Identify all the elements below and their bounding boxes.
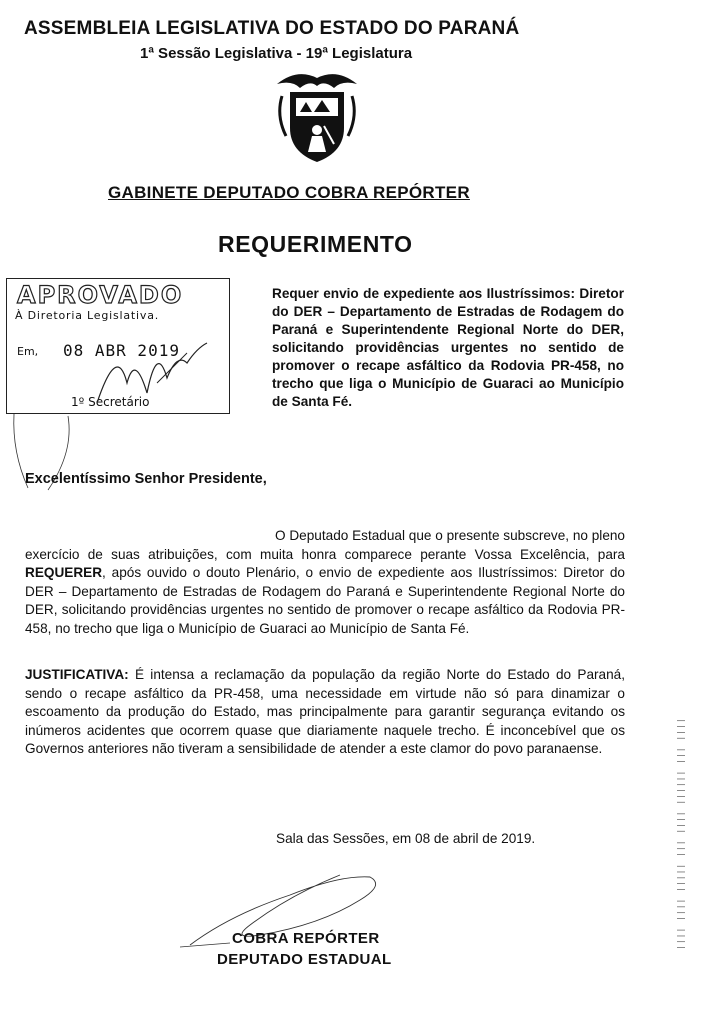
p1-bold-verb: REQUERER xyxy=(25,565,103,580)
cabinet-heading: GABINETE DEPUTADO COBRA REPÓRTER xyxy=(108,183,470,202)
body-paragraph-1 xyxy=(25,527,625,638)
assembly-title: ASSEMBLEIA LEGISLATIVA DO ESTADO DO PARANÁ xyxy=(24,18,520,39)
salutation: Excelentíssimo Senhor Presidente, xyxy=(25,471,267,487)
justification-text: É intensa a reclamação da população da região Norte do Estado do Paraná, sendo o recape asfáltico da PR-458, uma necessidade em virtude não só para dinamizar o escoamento da produção do Estado, mas principalmente para garantir segurança evitando os inúmeros acidentes que ocorrem quase que diariamente naquele trecho. É inconcebível que os Governos anteriores não tiveram a sensibilidade de atender a este clamor do povo paranaense. xyxy=(25,667,625,756)
place-and-date: Sala das Sessões, em 08 de abril de 2019. xyxy=(276,831,536,846)
p1-text-before: O Deputado Estadual que o presente subscreve, no pleno exercício de suas atribuições, com muita honra comparece perante Vossa Excelência, para xyxy=(25,528,625,562)
stamp-em-label: Em, xyxy=(17,345,39,358)
justification-label: JUSTIFICATIVA: xyxy=(25,667,129,682)
signatory-role: DEPUTADO ESTADUAL xyxy=(217,951,392,968)
margin-protocol-text-icon: |||| |||| ||||| ||| |||| |||||| ||| |||| xyxy=(676,717,685,950)
stamp-date: 08 ABR 2019 xyxy=(63,341,180,360)
justification-paragraph xyxy=(25,666,625,759)
approval-stamp xyxy=(6,278,230,414)
session-subtitle: 1ª Sessão Legislativa - 19ª Legislatura xyxy=(140,45,413,62)
stamp-signature-scribble-icon xyxy=(87,323,217,409)
p1-text-after: , após ouvido o douto Plenário, o envio de expediente aos Ilustríssimos: Diretor do DER – Departamento de Estradas de Rodagem do Paraná e Superintendente Regional Norte do DER, solicitando providências urgentes no sentido de promover o recape asfáltico da Rodovia PR-458, no trecho que liga o Município de Guaraci ao Município de Santa Fé. xyxy=(25,565,625,636)
margin-protocol-stamp xyxy=(662,620,692,950)
stamp-subtitle: À Diretoria Legislativa. xyxy=(15,309,160,322)
signatory-name: COBRA REPÓRTER xyxy=(232,930,380,947)
request-summary: Requer envio de expediente aos Ilustríssimos: Diretor do DER – Departamento de Estradas de Rodagem do Paraná e Superintendente Regional Norte do DER, solicitando providências urgentes no sentido de promover o recape asfáltico da Rodovia PR-458, no trecho que liga o Município de Guaraci ao Município de Santa Fé. xyxy=(272,286,624,409)
document-type-heading: REQUERIMENTO xyxy=(218,231,413,257)
stamp-title: APROVADO xyxy=(17,281,184,309)
parana-coat-of-arms-icon xyxy=(272,66,362,166)
stamp-secretary: 1º Secretário xyxy=(71,395,150,409)
